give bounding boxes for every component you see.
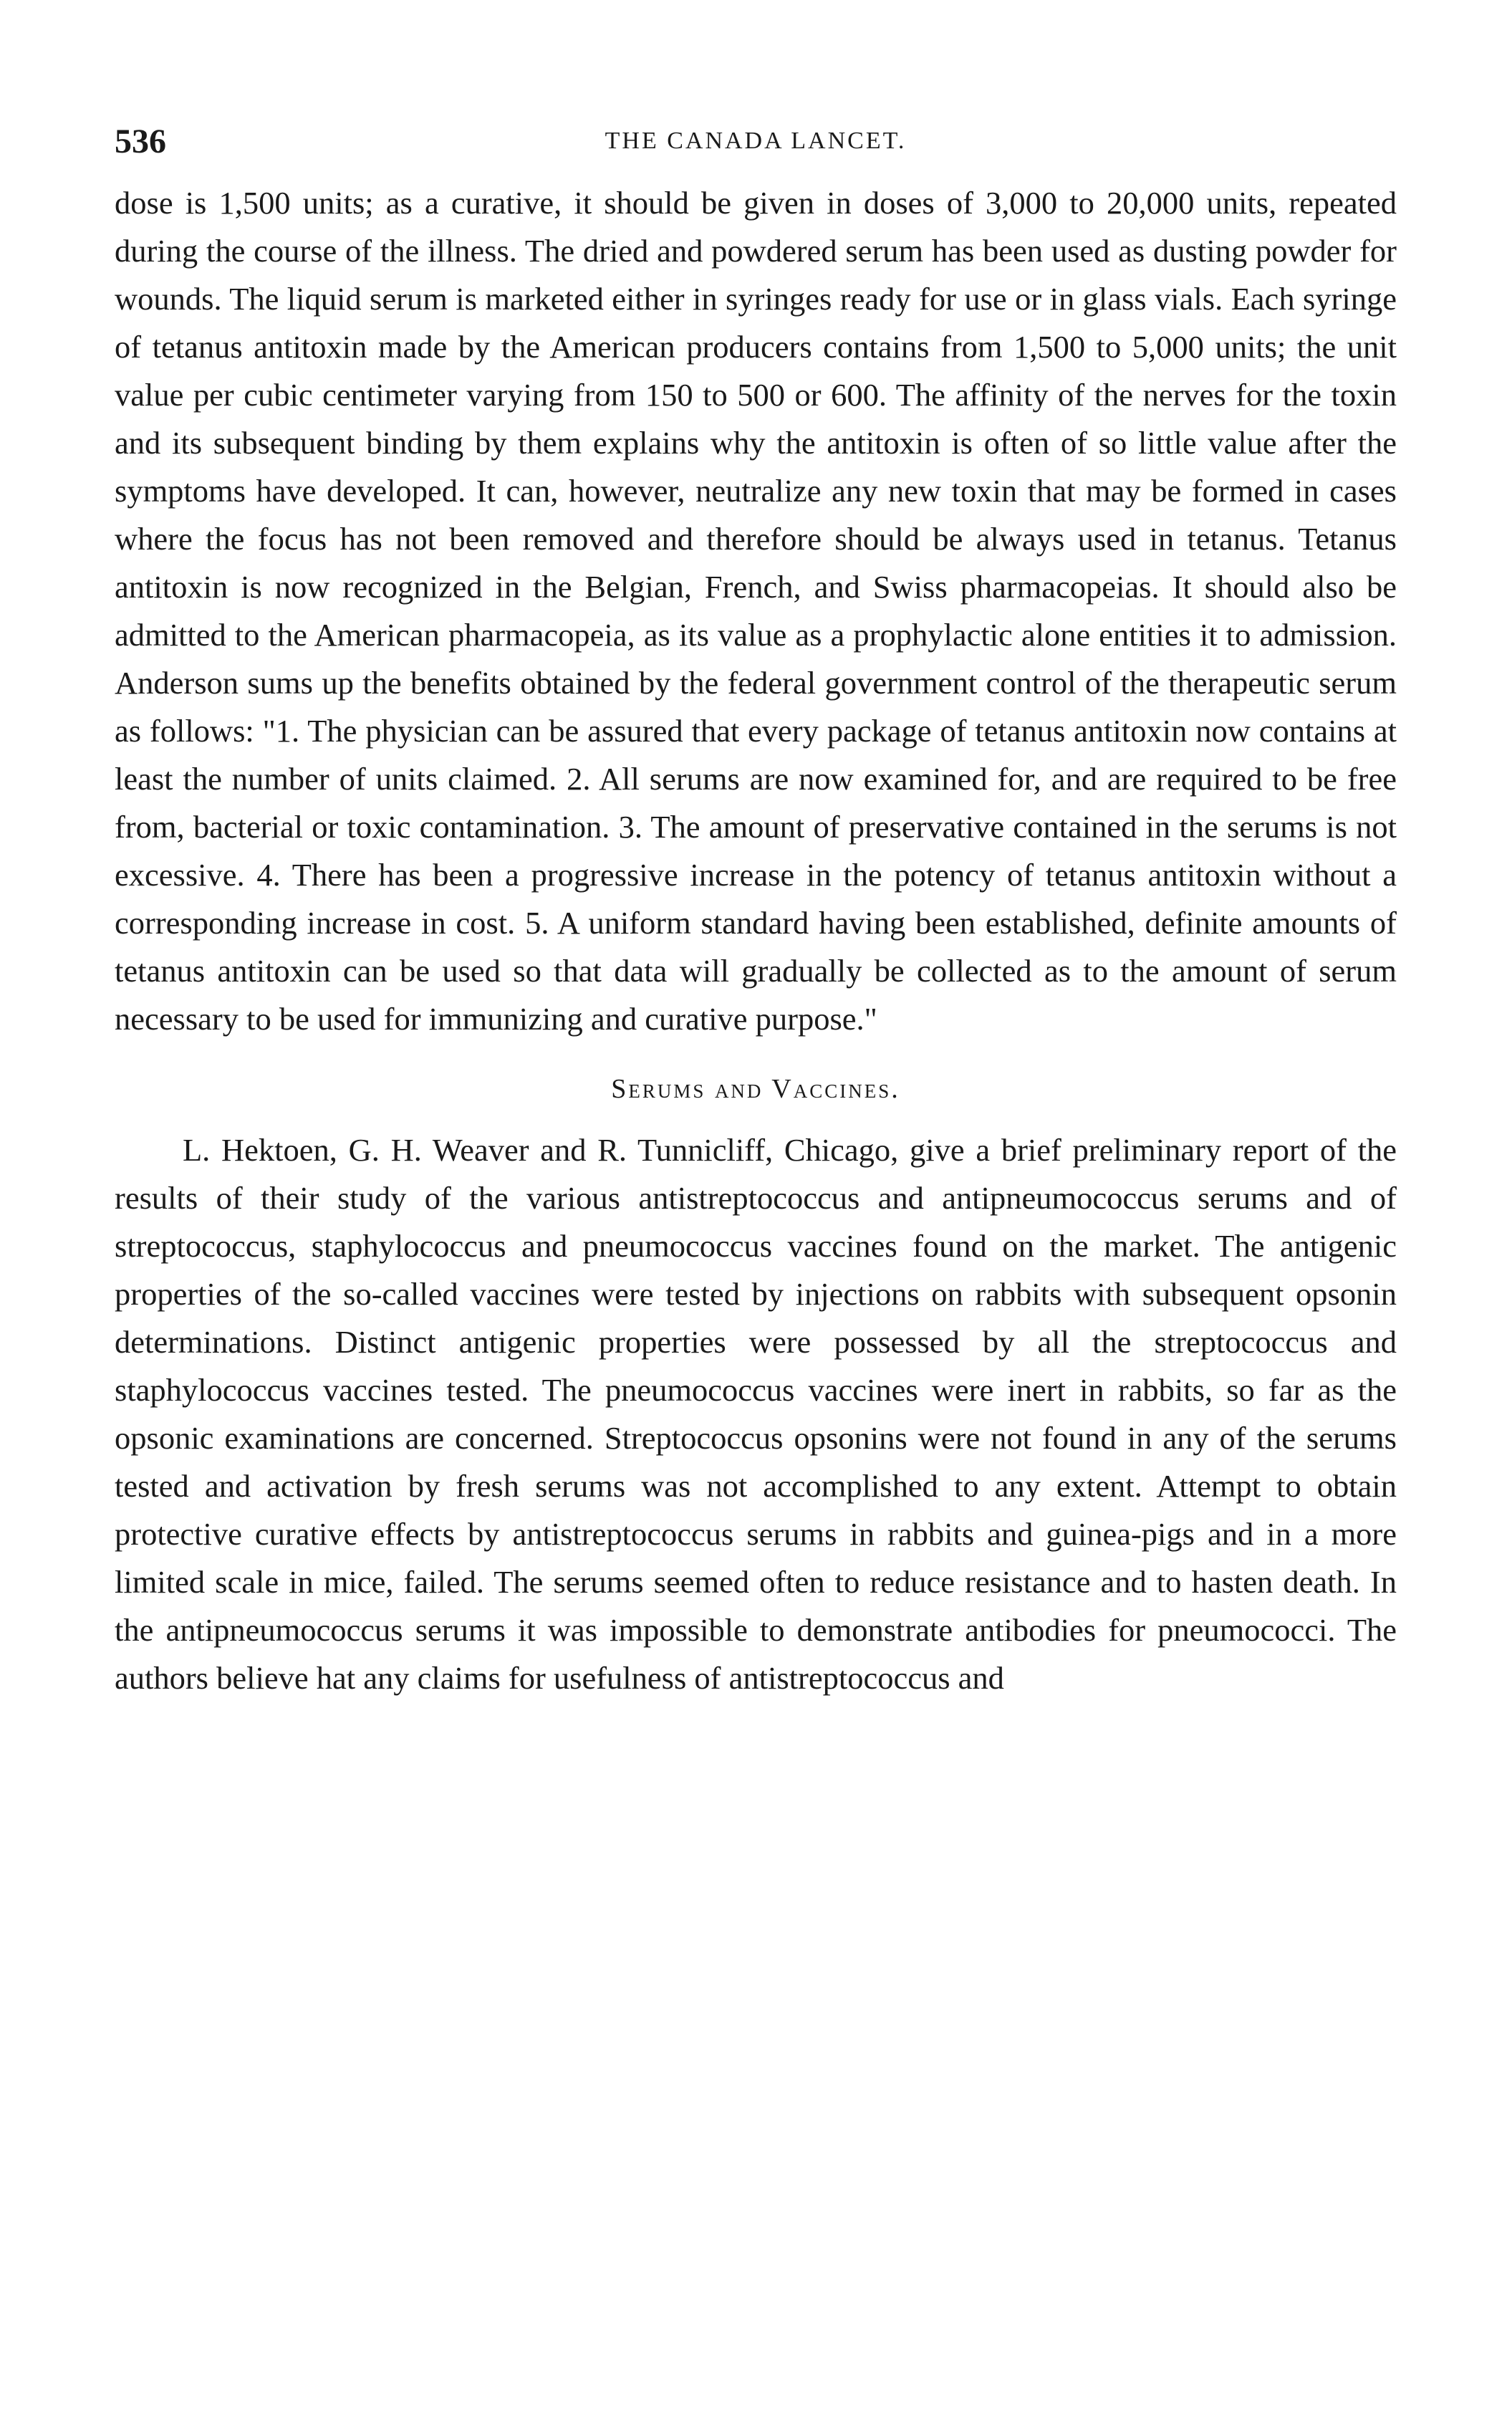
page-number: 536 xyxy=(115,123,166,160)
paragraph-tetanus-antitoxin: dose is 1,500 units; as a curative, it should be given in doses of 3,000 to 20,000 units, repeated during the course of the illness. The dried and powdered serum has been used as dusting powder for wounds. The liquid serum is marketed either in syringes ready for use or in glass vials. Each syringe of tetanus antitoxin made by the American producers contains from 1,500 to 5,000 units; the unit value per cubic centimeter varying from 150 to 500 or 600. The affinity of the nerves for the toxin and its subsequent binding by them explains why the antitoxin is often of so little value after the symptoms have developed. It can, however, neutralize any new toxin that may be formed in cases where the focus has not been removed and therefore should be always used in tetanus. Tetanus antitoxin is now recognized in the Belgian, French, and Swiss pharmacopeias. It should also be admitted to the American pharmacopeia, as its value as a prophylactic alone entities it to admission. Anderson sums up the benefits obtained by the federal government control of the therapeutic serum as follows: "1. The physician can be assured that every package of tetanus antitoxin now contains at least the number of units claimed. 2. All serums are now examined for, and are required to be free from, bacterial or toxic contamination. 3. The amount of preservative contained in the serums is not excessive. 4. There has been a progressive increase in the potency of tetanus antitoxin without a corresponding increase in cost. 5. A uniform standard having been established, definite amounts of tetanus antitoxin can be used so that data will gradually be collected as to the amount of serum necessary to be used for immunizing and curative purpose." xyxy=(115,185,1397,1037)
section-heading: Serums and Vaccines. xyxy=(611,1074,900,1104)
document-page xyxy=(115,122,1397,1702)
journal-title: THE CANADA LANCET. xyxy=(605,128,907,154)
running-head xyxy=(115,122,1397,179)
paragraph-serums-vaccines: L. Hektoen, G. H. Weaver and R. Tunnicliff, Chicago, give a brief preliminary report of the results of their study of the various antistreptococcus and antipneumococcus serums and of streptococcus, staphylococcus and pneumococcus vaccines found on the market. The antigenic properties of the so-called vaccines were tested by injections on rabbits with subsequent opsonin determinations. Distinct antigenic properties were possessed by all the streptococcus and staphylococcus vaccines tested. The pneumococcus vaccines were inert in rabbits, so far as the opsonic examinations are concerned. Streptococcus opsonins were not found in any of the serums tested and activation by fresh serums was not accomplished to any extent. Attempt to obtain protective curative effects by antistreptococcus serums in rabbits and guinea-pigs and in a more limited scale in mice, failed. The serums seemed often to reduce resistance and to hasten death. In the antipneumococcus serums it was impossible to demonstrate antibodies for pneumococci. The authors believe hat any claims for usefulness of antistreptococcus and xyxy=(115,1132,1397,1696)
